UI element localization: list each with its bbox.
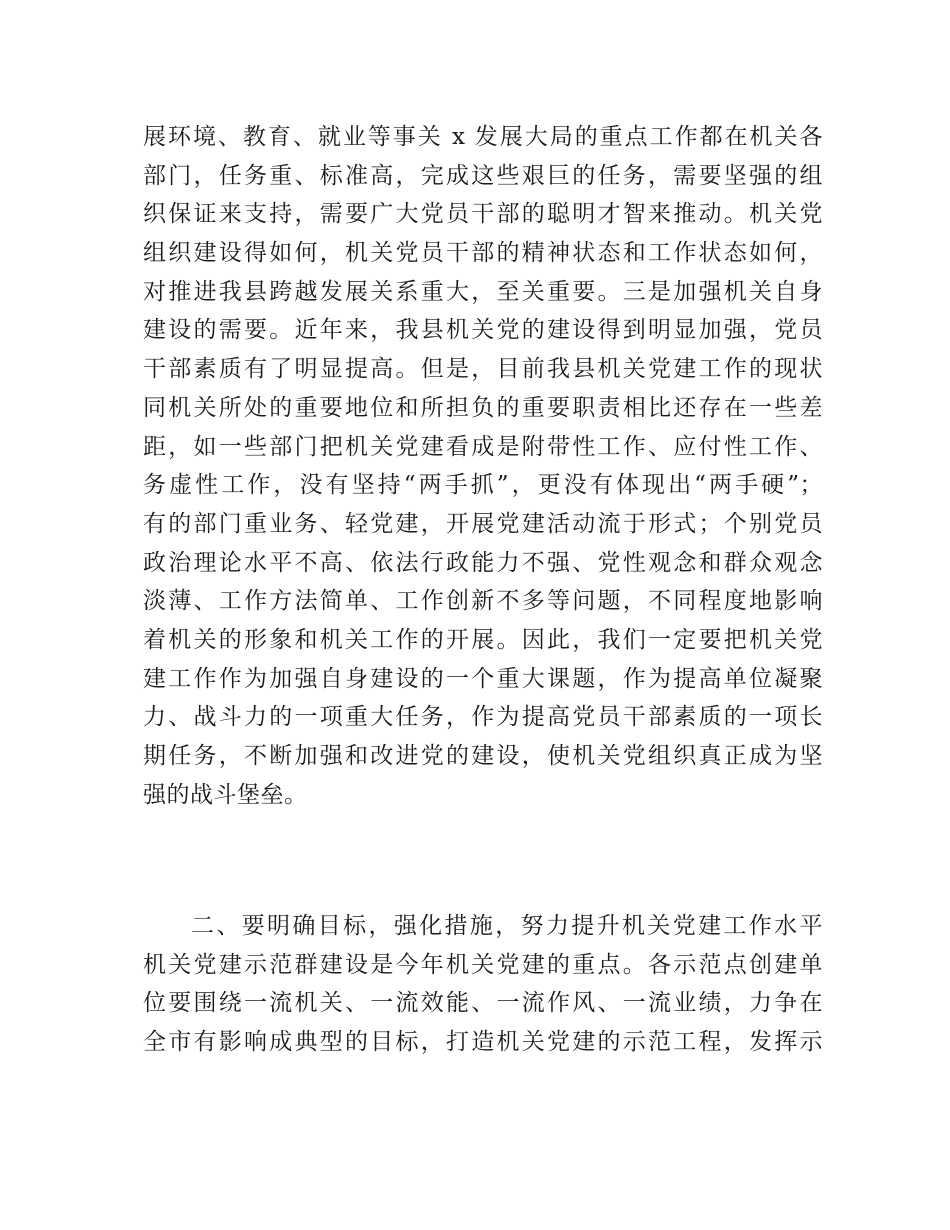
paragraph-line: 强的战斗堡垒。: [143, 781, 308, 808]
paragraph-1: [143, 118, 823, 814]
paragraph-line: 织保证来支持，需要广大党员干部的聪明才智来推动。机关党: [143, 201, 823, 228]
paragraph-line: 力、战斗力的一项重大任务，作为提高党员干部素质的一项长: [143, 704, 823, 731]
section-2: [143, 907, 823, 1062]
paragraph-line: 期任务，不断加强和改进党的建设，使机关党组织真正成为坚: [143, 743, 823, 769]
section-heading: 二、要明确目标，强化措施，努力提升机关党建工作水平: [191, 913, 823, 939]
paragraph-line: 位要围绕一流机关、一流效能、一流作风、一流业绩，力争在: [143, 990, 823, 1017]
paragraph-line: 展环境、教育、就业等事关 x 发展大局的重点工作都在机关各: [143, 124, 823, 150]
paragraph-line: 部门，任务重、标准高，完成这些艰巨的任务，需要坚强的组: [143, 162, 823, 189]
paragraph-line: 全市有影响成典型的目标，打造机关党建的示范工程，发挥示: [143, 1029, 823, 1056]
paragraph-line: 同机关所处的重要地位和所担负的重要职责相比还存在一些差: [143, 394, 823, 421]
paragraph-line: 对推进我县跨越发展关系重大，至关重要。三是加强机关自身: [143, 278, 823, 305]
paragraph-line: 着机关的形象和机关工作的开展。因此，我们一定要把机关党: [143, 626, 823, 653]
paragraph-line: 机关党建示范群建设是今年机关党建的重点。各示范点创建单: [143, 951, 823, 978]
paragraph-line: 有的部门重业务、轻党建，开展党建活动流于形式；个别党员: [143, 510, 823, 537]
paragraph-line: 政治理论水平不高、依法行政能力不强、党性观念和群众观念: [143, 549, 823, 576]
paragraph-line: 建设的需要。近年来，我县机关党的建设得到明显加强，党员: [143, 317, 823, 344]
paragraph-line: 干部素质有了明显提高。但是，目前我县机关党建工作的现状: [143, 356, 823, 383]
paragraph-line: 淡薄、工作方法简单、工作创新不多等问题，不同程度地影响: [143, 588, 823, 615]
paragraph-line: 建工作作为加强自身建设的一个重大课题，作为提高单位凝聚: [143, 665, 823, 692]
paragraph-line: 务虚性工作，没有坚持“两手抓”，更没有体现出“两手硬”；: [143, 472, 823, 499]
paragraph-line: 组织建设得如何，机关党员干部的精神状态和工作状态如何，: [143, 240, 823, 267]
paragraph-line: 距，如一些部门把机关党建看成是附带性工作、应付性工作、: [143, 433, 823, 460]
